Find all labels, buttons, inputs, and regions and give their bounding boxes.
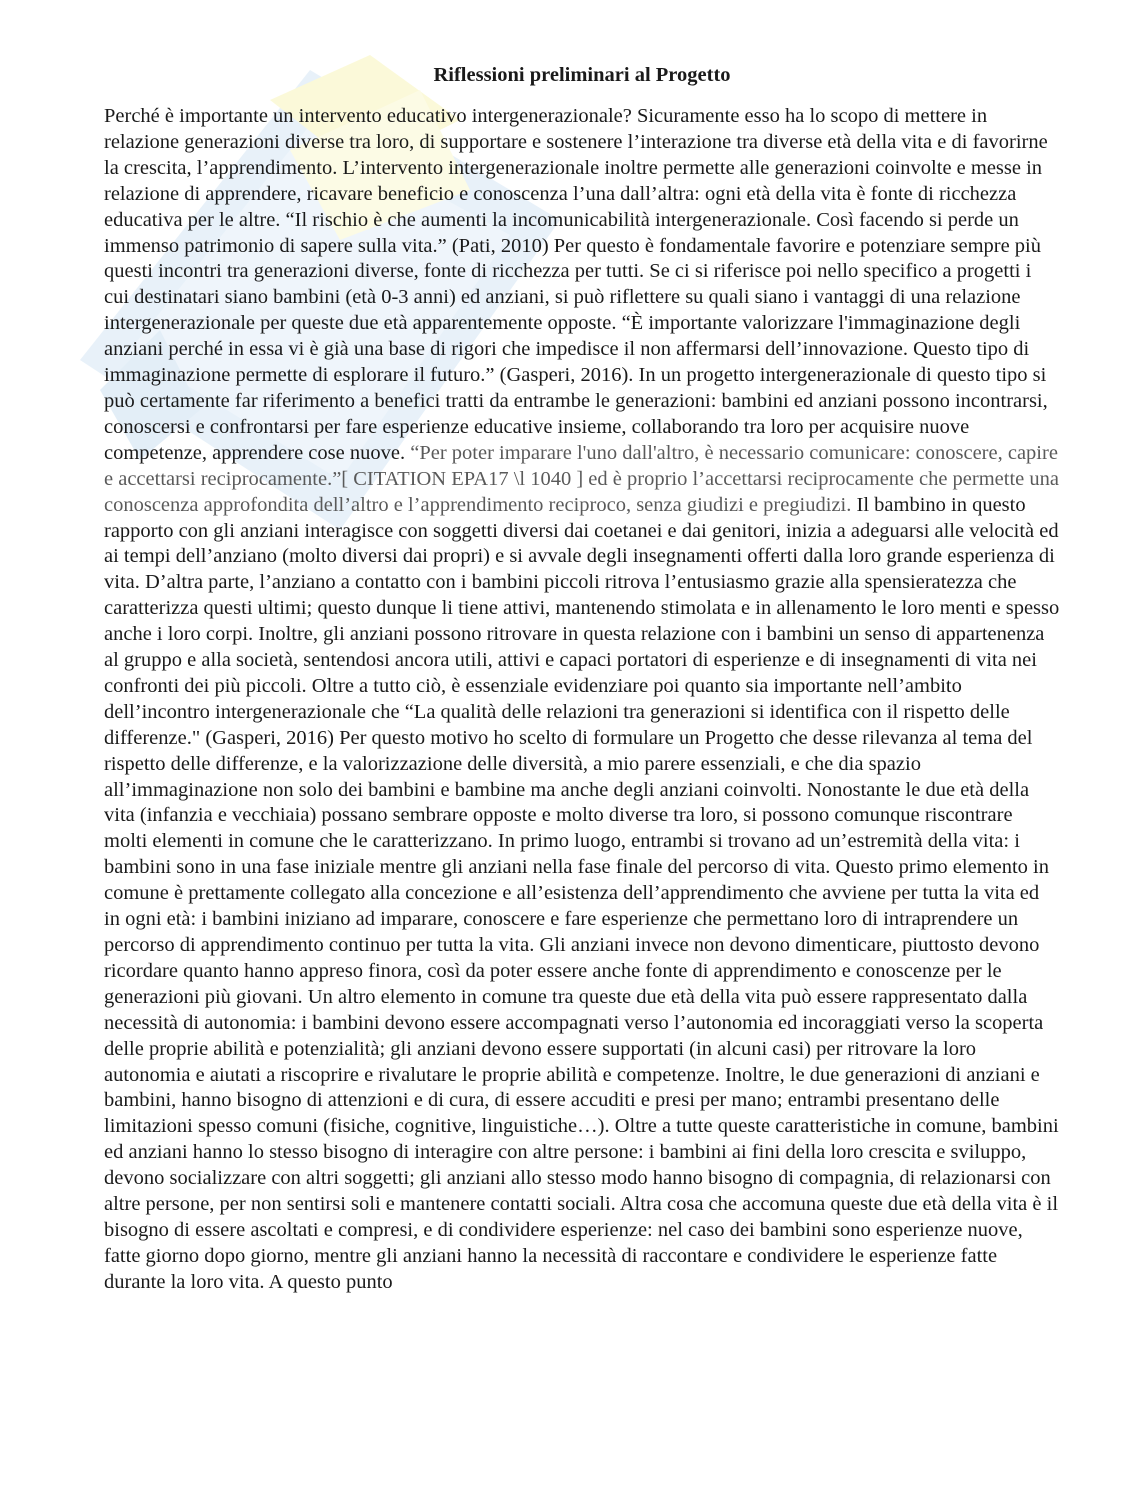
- body-paragraph: [104, 104, 1060, 1296]
- page-title: Riflessioni preliminari al Progetto: [433, 64, 731, 86]
- body-text-part-2: Il bambino in questo rapporto con gli anziani interagisce con soggetti diversi dai coetanei e dai genitori, inizia a adeguarsi alle velocità ed ai tempi dell’anziano (molto diversi dai propri) e si avvale degli insegnamenti offerti dalla loro grande esperienza di vita. D’altra parte, l’anziano a contatto con i bambini piccoli ritrova l’entusiasmo grazie alla spensieratezza che caratterizza questi ultimi; questo dunque li tiene attivi, mantenendo stimolata e in allenamento le loro menti e spesso anche i loro corpi. Inoltre, gli anziani possono ritrovare in questa relazione con i bambini un senso di appartenenza al gruppo e alla società, sentendosi ancora utili, attivi e capaci portatori di esperienze e di insegnamenti di vita nei confronti dei più piccoli. Oltre a tutto ciò, è essenziale evidenziare poi quanto sia importante nell’ambito dell’incontro intergenerazionale che “La qualità delle relazioni tra generazioni si identifica con il rispetto delle differenze." (Gasperi, 2016) Per questo motivo ho scelto di formulare un Progetto che desse rilevanza al tema del rispetto delle differenze, e la valorizzazione delle diversità, a mio parere essenziali, e che dia spazio all’immaginazione non solo dei bambini e bambine ma anche degli anziani coinvolti. Nonostante le due età della vita (infanzia e vecchiaia) possano sembrare opposte e molto diverse tra loro, si possono comunque riscontrare molti elementi in comune che le caratterizzano. In primo luogo, entrambi si trovano ad un’estremità della vita: i bambini sono in una fase iniziale mentre gli anziani nella fase finale del percorso di vita. Questo primo elemento in comune è prettamente collegato alla concezione e all’esistenza dell’apprendimento che avviene per tutta la vita ed in ogni età: i bambini iniziano ad imparare, conoscere e fare esperienze che permettano loro di intraprendere un percorso di apprendimento continuo per tutta la vita. Gli anziani invece non devono dimenticare, piuttosto devono ricordare quanto hanno appreso finora, così da poter essere anche fonte di apprendimento e conoscenze per le generazioni più giovani. Un altro elemento in comune tra queste due età della vita può essere rappresentato dalla necessità di autonomia: i bambini devono essere accompagnati verso l’autonomia ed incoraggiati verso la scoperta delle proprie abilità e potenzialità; gli anziani devono essere supportati (in alcuni casi) per ritrovare la loro autonomia e aiutati a riscoprire e rivalutare le proprie abilità e competenze. Inoltre, le due generazioni di anziani e bambini, hanno bisogno di attenzioni e di cura, di essere accuditi e presi per mano; entrambi presentano delle limitazioni spesso comuni (fisiche, cognitive, linguistiche…). Oltre a tutte queste caratteristiche in comune, bambini ed anziani hanno lo stesso bisogno di interagire con altre persone: i bambini ai fini della loro crescita e sviluppo, devono socializzare con altri soggetti; gli anziani allo stesso modo hanno bisogno di compagnia, di relazionarsi con altre persone, per non sentirsi soli e mantenere contatti sociali. Altra cosa che accomuna queste due età della vita è il bisogno di essere ascoltati e compresi, e di condividere esperienze: nel caso dei bambini sono esperienze nuove, fatte giorno dopo giorno, mentre gli anziani hanno la necessità di raccontare e condividere le esperienze fatte durante la loro vita. A questo punto: [104, 493, 1060, 1293]
- body-text-part-1: Perché è importante un intervento educativo intergenerazionale? Sicuramente esso ha lo scopo di mettere in relazione generazioni diverse tra loro, di supportare e sostenere l’interazione tra diverse età della vita e di favorirne la crescita, l’apprendimento. L’intervento intergenerazionale inoltre permette alle generazioni coinvolte e messe in relazione di apprendere, ricavare beneficio e conoscenza l’una dall’altra: ogni età della vita è fonte di ricchezza educativa per le altre. “Il rischio è che aumenti la incomunicabilità intergenerazionale. Così facendo si perde un immenso patrimonio di sapere sulla vita.” (Pati, 2010) Per questo è fondamentale favorire e potenziare sempre più questi incontri tra generazioni diverse, fonte di ricchezza per tutti. Se ci si riferisce poi nello specifico a progetti i cui destinatari siano bambini (età 0-3 anni) ed anziani, si può riflettere su quali siano i vantaggi di una relazione intergenerazionale per queste due età apparentemente opposte. “È importante valorizzare l'immaginazione degli anziani perché in essa vi è già una base di rigori che impedisce il non affermarsi dell’innovazione. Questo tipo di immaginazione permette di esplorare il futuro.” (Gasperi, 2016). In un progetto intergenerazionale di questo tipo si può certamente far riferimento a benefici tratti da entrambe le generazioni: bambini ed anziani possono incontrarsi, conoscersi e confrontarsi per fare esperienze educative insieme, collaborando tra loro per acquisire nuove competenze, apprendere cose nuove.: [104, 105, 1048, 464]
- document-content: [104, 62, 1060, 1296]
- body-text-citation: “Per poter imparare l'uno dall'altro, è necessario comunicare: conoscere, capire e accettarsi reciprocamente.”[ CITATION EPA17 \l 1040 ] ed è proprio l’accettarsi reciprocamente che permette una conoscenza approfondita dell’altro e l’apprendimento reciproco, senza giudizi e pregiudizi.: [104, 441, 1059, 516]
